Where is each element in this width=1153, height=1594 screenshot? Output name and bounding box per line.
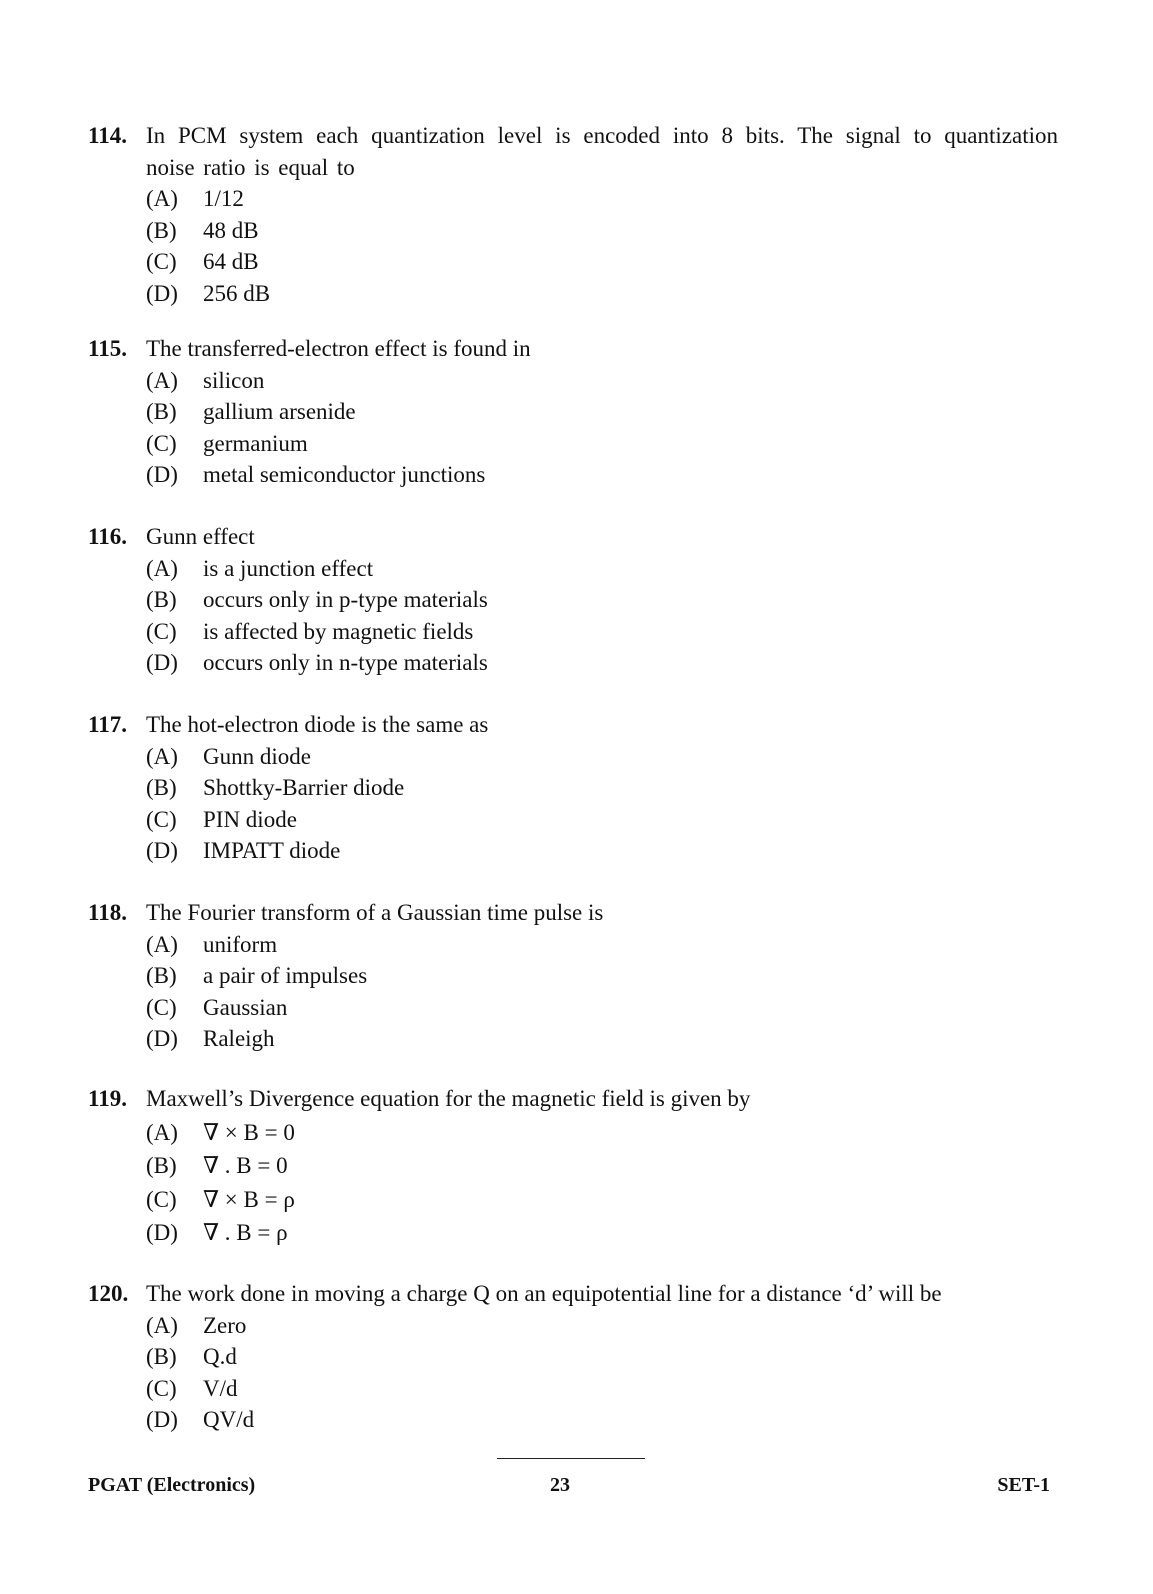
option-text: is a junction effect: [203, 555, 374, 581]
question-120: [88, 1278, 1058, 1436]
option-label: (A): [146, 743, 178, 769]
option-text: Raleigh: [203, 1026, 275, 1051]
option-text: occurs only in n-type materials: [203, 650, 488, 675]
option-list: [88, 553, 1058, 679]
option-label: (C): [146, 1375, 177, 1401]
question-text: The work done in moving a charge Q on an equipotential line for a distance ‘d’ will be: [146, 1281, 942, 1306]
option-a: [88, 1310, 1058, 1342]
question-118: [88, 897, 1058, 1055]
option-d: [88, 1023, 1058, 1055]
question-number: 116.: [88, 524, 127, 549]
option-text: gallium arsenide: [203, 399, 356, 424]
option-b: [88, 1341, 1058, 1373]
option-d: [88, 1217, 1058, 1251]
option-text: ∇ . B = ρ: [203, 1220, 288, 1245]
option-b: [88, 1150, 1058, 1184]
option-list: [88, 1310, 1058, 1436]
question-119: [88, 1083, 1058, 1251]
option-a: [88, 1117, 1058, 1151]
option-label: (C): [146, 1186, 177, 1212]
option-text: Gaussian: [203, 994, 288, 1020]
option-text: is affected by magnetic fields: [203, 618, 474, 644]
option-label: (A): [146, 1312, 178, 1338]
option-label: (B): [146, 217, 177, 243]
question-text: The hot-electron diode is the same as: [146, 712, 489, 737]
question-117: [88, 709, 1058, 867]
option-text: a pair of impulses: [203, 963, 368, 988]
option-a: [88, 365, 1058, 397]
option-label: (D): [146, 280, 178, 306]
option-text: Q.d: [203, 1344, 237, 1369]
question-114: [88, 120, 1058, 309]
question-number: 115.: [88, 336, 127, 361]
option-text: IMPATT diode: [203, 838, 341, 863]
option-text: 256 dB: [203, 280, 271, 306]
option-c: [88, 804, 1058, 836]
option-label: (D): [146, 650, 178, 675]
option-b: [88, 772, 1058, 804]
option-text: silicon: [203, 367, 265, 393]
question-text: The transferred-electron effect is found in: [146, 336, 531, 361]
option-label: (C): [146, 994, 177, 1020]
option-d: [88, 835, 1058, 867]
option-label: (B): [146, 1344, 177, 1369]
question-stem: [88, 120, 1058, 183]
option-list: [88, 365, 1058, 491]
option-label: (A): [146, 367, 178, 393]
question-stem: [88, 897, 1058, 929]
question-number: 114.: [88, 123, 127, 148]
option-text: occurs only in p-type materials: [203, 587, 488, 612]
option-label: (B): [146, 587, 177, 612]
option-list: [88, 1117, 1058, 1251]
option-label: (A): [146, 186, 178, 211]
option-label: (B): [146, 775, 177, 800]
question-number: 117.: [88, 712, 127, 737]
option-b: [88, 215, 1058, 247]
question-stem: [88, 1278, 1058, 1310]
option-c: [88, 246, 1058, 278]
option-c: [88, 616, 1058, 648]
option-d: [88, 278, 1058, 310]
question-stem: [88, 521, 1058, 553]
option-a: [88, 929, 1058, 961]
option-d: [88, 1404, 1058, 1436]
option-text: Shottky-Barrier diode: [203, 775, 405, 800]
option-label: (D): [146, 1407, 178, 1432]
option-b: [88, 960, 1058, 992]
option-label: (C): [146, 249, 177, 274]
option-a: [88, 183, 1058, 215]
option-c: [88, 1373, 1058, 1405]
footer-page-number: 23: [550, 1474, 570, 1496]
option-label: (C): [146, 806, 177, 832]
option-list: [88, 183, 1058, 309]
option-label: (A): [146, 1119, 178, 1145]
option-list: [88, 741, 1058, 867]
question-text: Gunn effect: [146, 524, 255, 549]
question-115: [88, 333, 1058, 491]
question-stem: [88, 1083, 1058, 1115]
option-label: (D): [146, 1220, 178, 1245]
option-label: (C): [146, 618, 177, 644]
option-label: (D): [146, 462, 178, 487]
option-c: [88, 1184, 1058, 1218]
option-text: uniform: [203, 931, 278, 957]
question-text: In PCM system each quantization level is encoded into 8 bits. The signal to quantization noise ratio is equal to: [146, 123, 1058, 180]
option-label: (B): [146, 1153, 177, 1178]
footer-exam-title: PGAT (Electronics): [88, 1474, 256, 1496]
question-stem: [88, 333, 1058, 365]
question-number: 118.: [88, 900, 127, 925]
option-text: germanium: [203, 430, 308, 456]
option-label: (A): [146, 555, 178, 581]
option-b: [88, 396, 1058, 428]
option-text: 48 dB: [203, 217, 259, 243]
option-text: PIN diode: [203, 806, 297, 832]
option-d: [88, 459, 1058, 491]
option-text: Gunn diode: [203, 743, 311, 769]
question-text: The Fourier transform of a Gaussian time pulse is: [146, 900, 604, 925]
question-text: Maxwell’s Divergence equation for the magnetic field is given by: [146, 1086, 751, 1111]
option-text: V/d: [203, 1375, 238, 1401]
option-list: [88, 929, 1058, 1055]
question-number: 119.: [88, 1086, 127, 1111]
option-label: (D): [146, 838, 178, 863]
option-text: ∇ × B = ρ: [203, 1186, 295, 1212]
option-text: 64 dB: [203, 249, 259, 274]
option-label: (D): [146, 1026, 178, 1051]
option-label: (A): [146, 931, 178, 957]
option-c: [88, 992, 1058, 1024]
option-text: ∇ × B = 0: [203, 1119, 295, 1145]
question-number: 120.: [88, 1281, 129, 1306]
option-label: (B): [146, 963, 177, 988]
option-text: metal semiconductor junctions: [203, 462, 486, 487]
question-stem: [88, 709, 1058, 741]
option-text: Zero: [203, 1312, 247, 1338]
option-label: (B): [146, 399, 177, 424]
option-b: [88, 584, 1058, 616]
option-a: [88, 553, 1058, 585]
question-116: [88, 521, 1058, 679]
option-text: QV/d: [203, 1407, 255, 1432]
option-text: 1/12: [203, 186, 244, 211]
footer-set-code: SET-1: [997, 1474, 1050, 1496]
option-c: [88, 428, 1058, 460]
footer-divider: [497, 1458, 645, 1459]
option-d: [88, 647, 1058, 679]
option-text: ∇ . B = 0: [203, 1153, 288, 1178]
option-label: (C): [146, 430, 177, 456]
option-a: [88, 741, 1058, 773]
